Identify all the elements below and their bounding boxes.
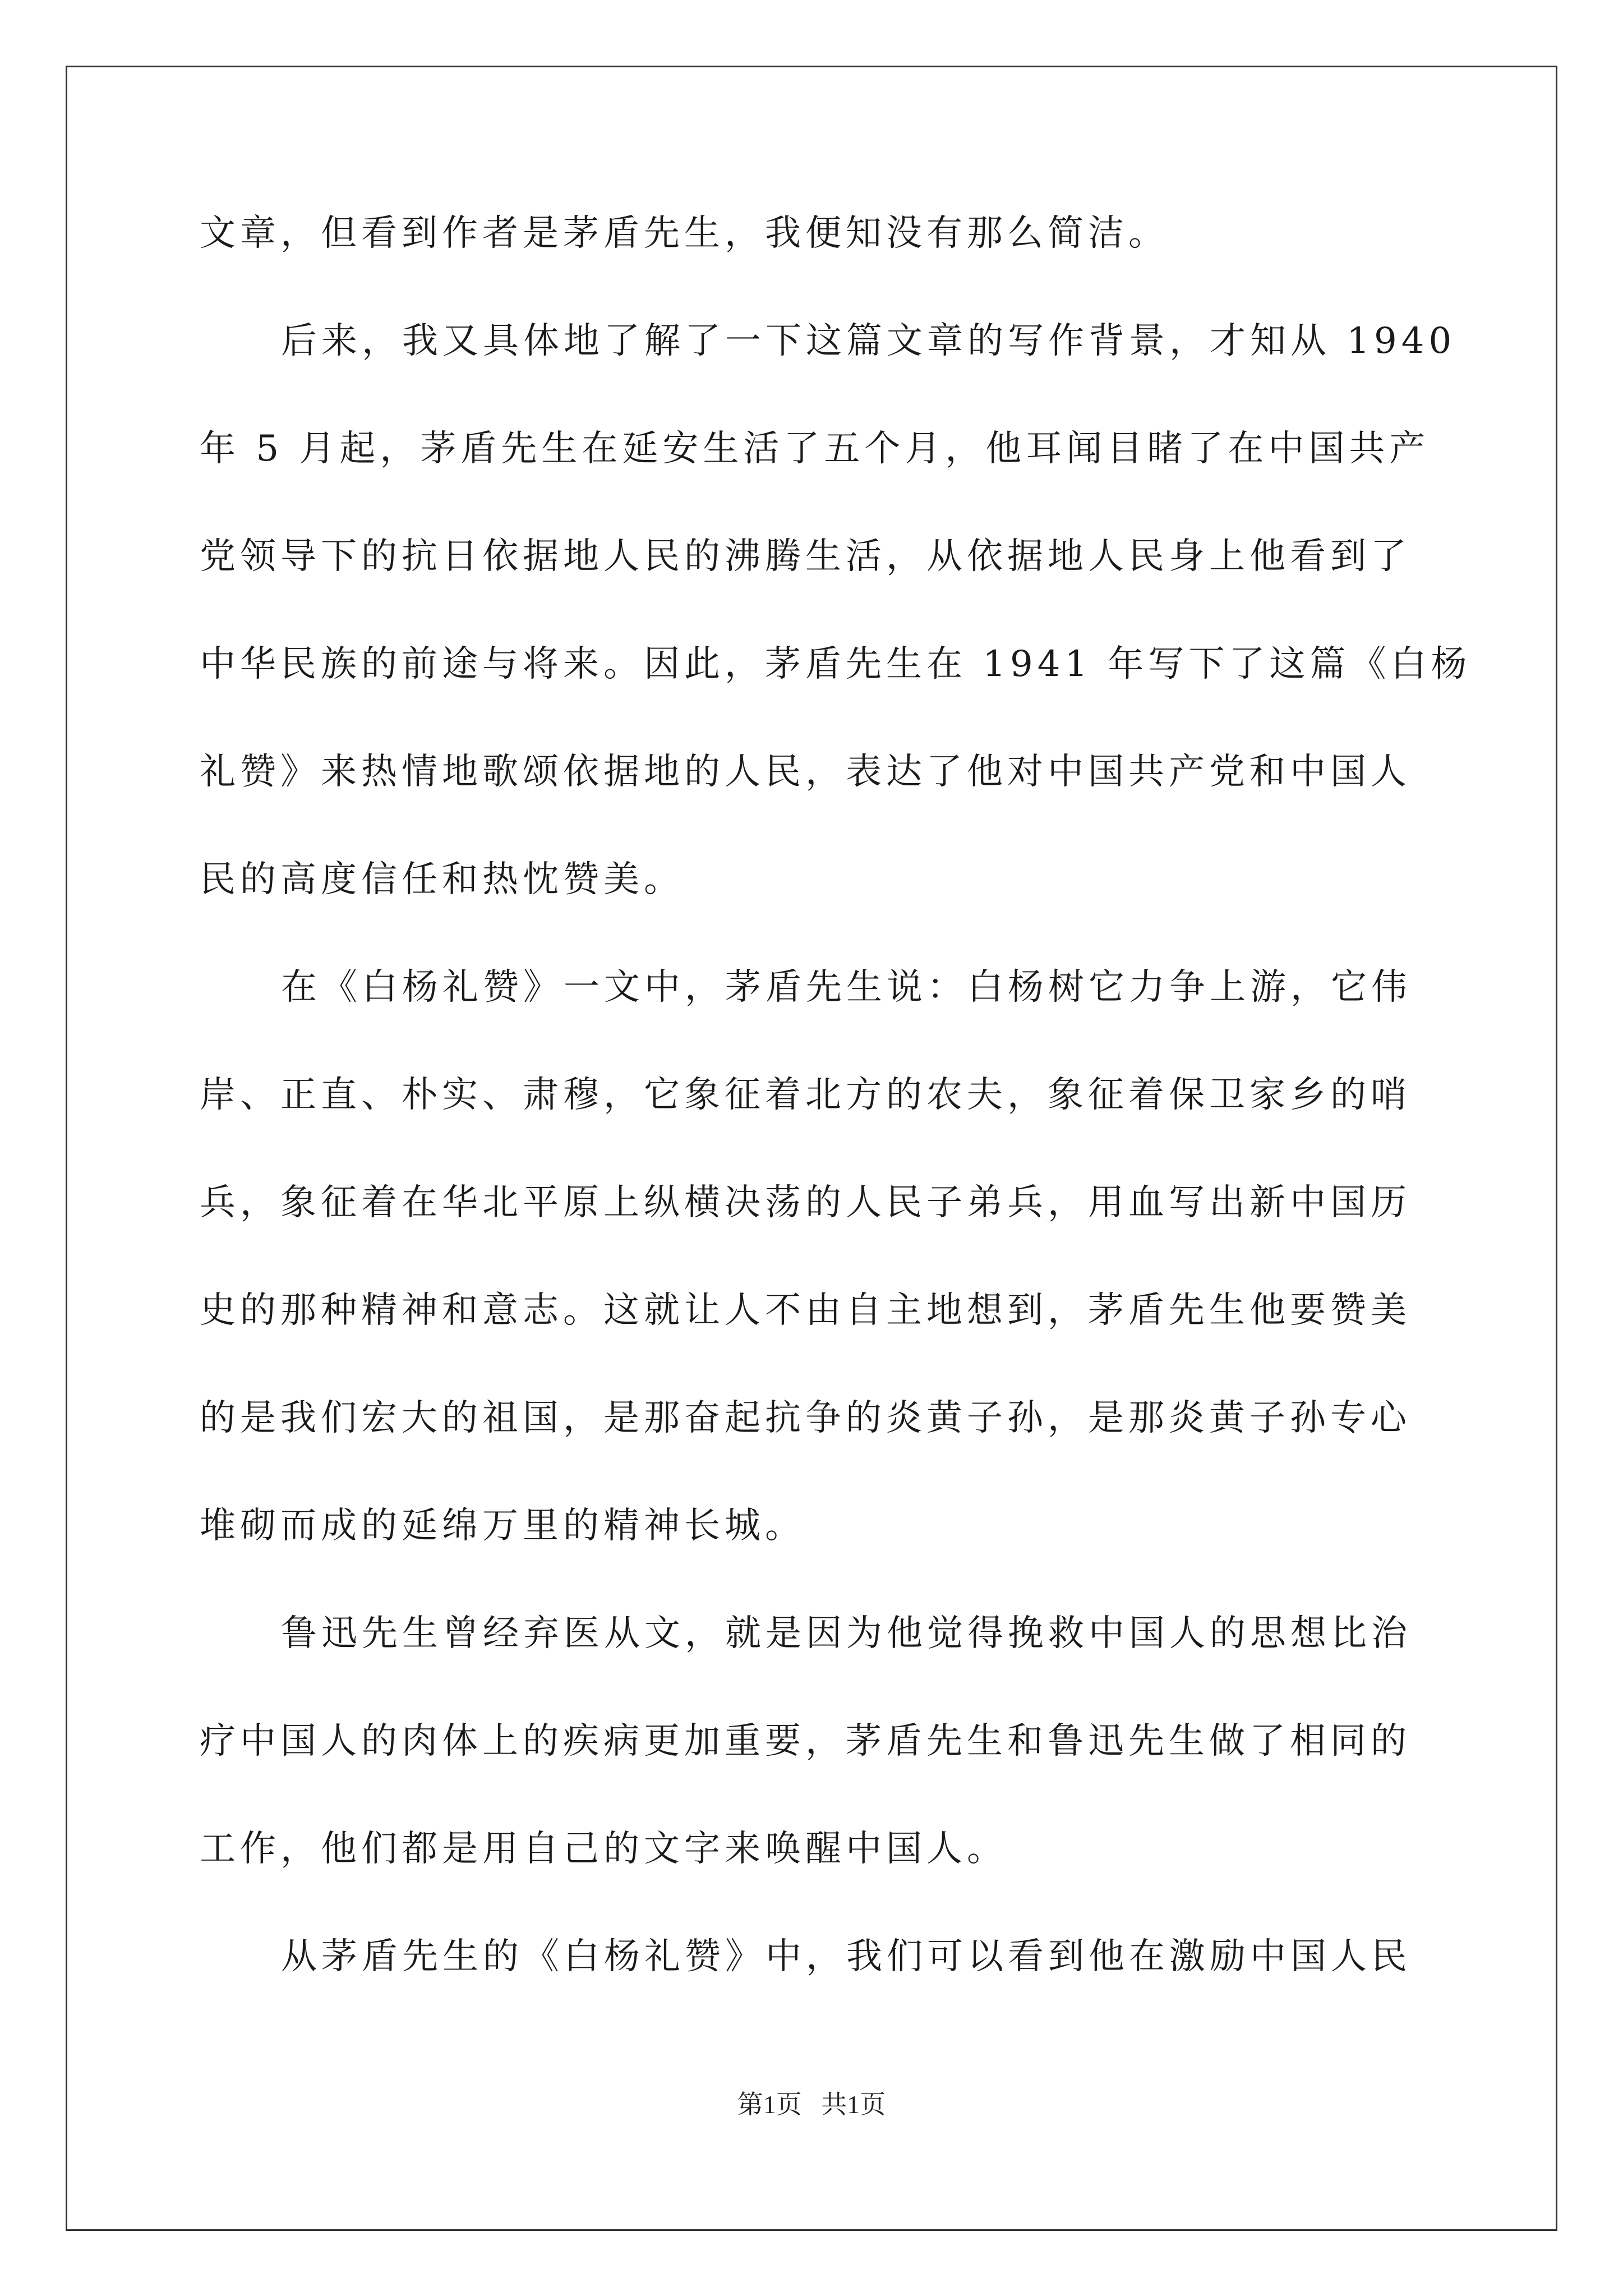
text-line: 年 5 月起，茅盾先生在延安生活了五个月，他耳闻目睹了在中国共产: [200, 428, 1430, 470]
text-line: 兵，象征着在华北平原上纵横决荡的人民子弟兵，用血写出新中国历: [200, 1182, 1411, 1223]
text-line: 党领导下的抗日依据地人民的沸腾生活，从依据地人民身上他看到了: [200, 536, 1411, 577]
text-line: 史的那种精神和意志。这就让人不由自主地想到，茅盾先生他要赞美: [200, 1290, 1411, 1331]
text-line: 中华民族的前途与将来。因此，茅盾先生在 1941 年写下了这篇《白杨: [200, 643, 1472, 685]
text-line: 疗中国人的肉体上的疾病更加重要，茅盾先生和鲁迅先生做了相同的: [200, 1720, 1411, 1762]
page-number-footer: 第1页 共1页: [737, 2090, 886, 2119]
text-line: 文章，但看到作者是茅盾先生，我便知没有那么简洁。: [200, 213, 1169, 254]
text-line: 后来，我又具体地了解了一下这篇文章的写作背景，才知从 1940: [281, 320, 1456, 362]
text-line: 的是我们宏大的祖国，是那奋起抗争的炎黄子孙，是那炎黄子孙专心: [200, 1397, 1411, 1439]
text-line: 工作，他们都是用自己的文字来唤醒中国人。: [200, 1828, 1007, 1870]
text-line: 岸、正直、朴实、肃穆，它象征着北方的农夫，象征着保卫家乡的哨: [200, 1074, 1411, 1116]
page-border: [66, 66, 1557, 2231]
text-line: 在《白杨礼赞》一文中，茅盾先生说：白杨树它力争上游，它伟: [281, 967, 1412, 1008]
text-line: 鲁迅先生曾经弃医从文，就是因为他觉得挽救中国人的思想比治: [281, 1613, 1412, 1654]
text-line: 民的高度信任和热忱赞美。: [200, 859, 684, 900]
text-line: 礼赞》来热情地歌颂依据地的人民，表达了他对中国共产党和中国人: [200, 751, 1411, 793]
text-line: 堆砌而成的延绵万里的精神长城。: [200, 1505, 805, 1547]
text-line: 从茅盾先生的《白杨礼赞》中，我们可以看到他在激励中国人民: [281, 1936, 1412, 1977]
